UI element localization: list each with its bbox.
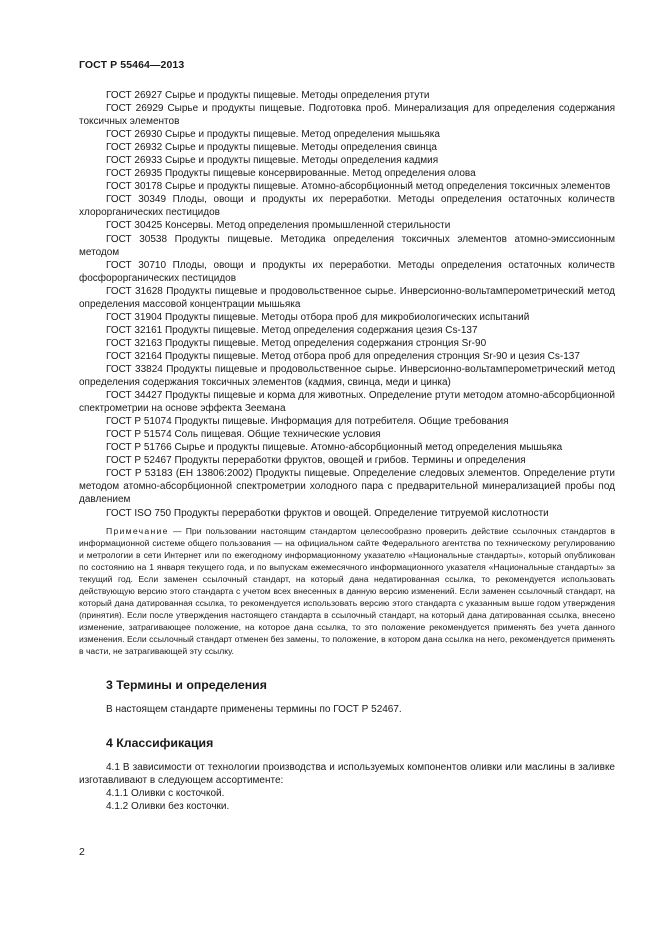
normative-references-list <box>79 89 615 520</box>
document-header: ГОСТ Р 55464—2013 <box>79 59 185 71</box>
reference-gost-30178: ГОСТ 30178 Сырье и продукты пищевые. Атомно-абсорбционный метод определения токсичных элементов <box>106 181 611 193</box>
reference-gost-26927: ГОСТ 26927 Сырье и продукты пищевые. Методы определения ртути <box>106 90 430 101</box>
reference-gost-32161: ГОСТ 32161 Продукты пищевые. Метод определения содержания цезия Cs-137 <box>106 324 478 336</box>
reference-gost-34427: ГОСТ 34427 Продукты пищевые и корма для животных. Определение ртути методом атомно-абсорбционной спектрометрии на основе эффекта Зеемана <box>79 390 615 415</box>
reference-gost-30710: ГОСТ 30710 Плоды, овощи и продукты их переработки. Методы определения остаточных количеств фосфорорганических пестицидов <box>79 259 615 284</box>
reference-gost-r-53183: ГОСТ Р 53183 (ЕН 13806:2002) Продукты пищевые. Определение следовых элементов. Определение ртути методом атомно-абсорбционной спектрометрии холодного пара с предварительной минерализацией пробы под давлением <box>79 468 615 506</box>
reference-gost-r-51766: ГОСТ Р 51766 Сырье и продукты пищевые. Атомно-абсорбционный метод определения мышьяка <box>106 442 563 454</box>
section-3-title: 3 Термины и определения <box>106 677 267 692</box>
note-label: Примечание <box>106 525 169 536</box>
document-body <box>79 89 615 813</box>
page-number: 2 <box>79 846 85 858</box>
reference-gost-26933: ГОСТ 26933 Сырье и продукты пищевые. Методы определения кадмия <box>106 155 439 167</box>
section-4-paragraph-4-1-2: 4.1.2 Оливки без косточки. <box>106 800 230 812</box>
reference-gost-31628: ГОСТ 31628 Продукты пищевые и продовольственное сырье. Инверсионно-вольтамперометрический метод определения массовой концентрации мышьяка <box>79 285 615 310</box>
reference-gost-r-52467: ГОСТ Р 52467 Продукты переработки фруктов, овощей и грибов. Термины и определения <box>106 455 526 467</box>
reference-gost-31904: ГОСТ 31904 Продукты пищевые. Методы отбора проб для микробиологических испытаний <box>106 311 530 323</box>
reference-gost-r-51574: ГОСТ Р 51574 Соль пищевая. Общие технические условия <box>106 429 381 441</box>
section-4-paragraph-4-1-1: 4.1.1 Оливки с косточкой. <box>106 787 225 799</box>
reference-gost-26929: ГОСТ 26929 Сырье и продукты пищевые. Подготовка проб. Минерализация для определения содержания токсичных элементов <box>79 103 615 128</box>
reference-gost-iso-750: ГОСТ ISO 750 Продукты переработки фруктов и овощей. Определение титруемой кислотности <box>106 507 549 519</box>
section-3-text: В настоящем стандарте применены термины по ГОСТ Р 52467. <box>106 703 402 715</box>
reference-gost-26935: ГОСТ 26935 Продукты пищевые консервированные. Метод определения олова <box>106 168 476 180</box>
reference-gost-26932: ГОСТ 26932 Сырье и продукты пищевые. Методы определения свинца <box>106 142 437 154</box>
reference-gost-33824: ГОСТ 33824 Продукты пищевые и продовольственное сырье. Инверсионно-вольтамперометрический метод определения содержания токсичных элементов (кадмия, свинца, меди и цинка) <box>79 363 615 389</box>
reference-gost-32164: ГОСТ 32164 Продукты пищевые. Метод отбора проб для определения стронция Sr-90 и цезия Cs-137 <box>106 350 580 362</box>
note-text: — При пользовании настоящим стандартом целесообразно проверить действие ссылочных стандартов в информационной системе общего пользования — на официальном сайте Федерального агентства по техническому регулированию и метрологии в сети Интернет или по ежегодному информационному указателю «Национальные стандарты», который опубликован по состоянию на 1 января текущего года, и по выпускам ежемесячного информационного указателя «Национальные стандарты» за текущий год. Если заменен ссылочный стандарт, на который дана недатированная ссылка, то рекомендуется использовать действующую версию этого стандарта с учетом всех внесенных в данную версию изменений. Если заменен ссылочный стандарт, на который дана датированная ссылка, то рекомендуется использовать версию этого стандарта с указанным выше годом утверждения (принятия). Если после утверждения настоящего стандарта в ссылочный стандарт, на который дана датированная ссылка, внесено изменение, затрагивающее положение, на которое дана ссылка, то это положение рекомендуется применять без учета данного изменения. Если ссылочный стандарт отменен без замены, то положение, в котором дана ссылка на него, рекомендуется применять в части, не затрагивающей эту ссылку. <box>79 525 615 657</box>
reference-gost-26930: ГОСТ 26930 Сырье и продукты пищевые. Метод определения мышьяка <box>106 129 440 141</box>
reference-gost-30349: ГОСТ 30349 Плоды, овощи и продукты их переработки. Методы определения остаточных количеств хлорорганических пестицидов <box>79 194 615 219</box>
section-4-title: 4 Классификация <box>106 735 214 750</box>
section-4-paragraph-4-1: 4.1 В зависимости от технологии производства и используемых компонентов оливки или маслины в заливке изготавливают в следующем ассортименте: <box>79 761 615 786</box>
reference-gost-32163: ГОСТ 32163 Продукты пищевые. Метод определения содержания стронция Sr-90 <box>106 337 487 349</box>
reference-gost-30425: ГОСТ 30425 Консервы. Метод определения промышленной стерильности <box>106 220 451 232</box>
note-paragraph <box>79 525 615 658</box>
reference-gost-30538: ГОСТ 30538 Продукты пищевые. Методика определения токсичных элементов атомно-эмиссионным методом <box>79 233 615 258</box>
reference-gost-r-51074: ГОСТ Р 51074 Продукты пищевые. Информация для потребителя. Общие требования <box>106 416 509 428</box>
